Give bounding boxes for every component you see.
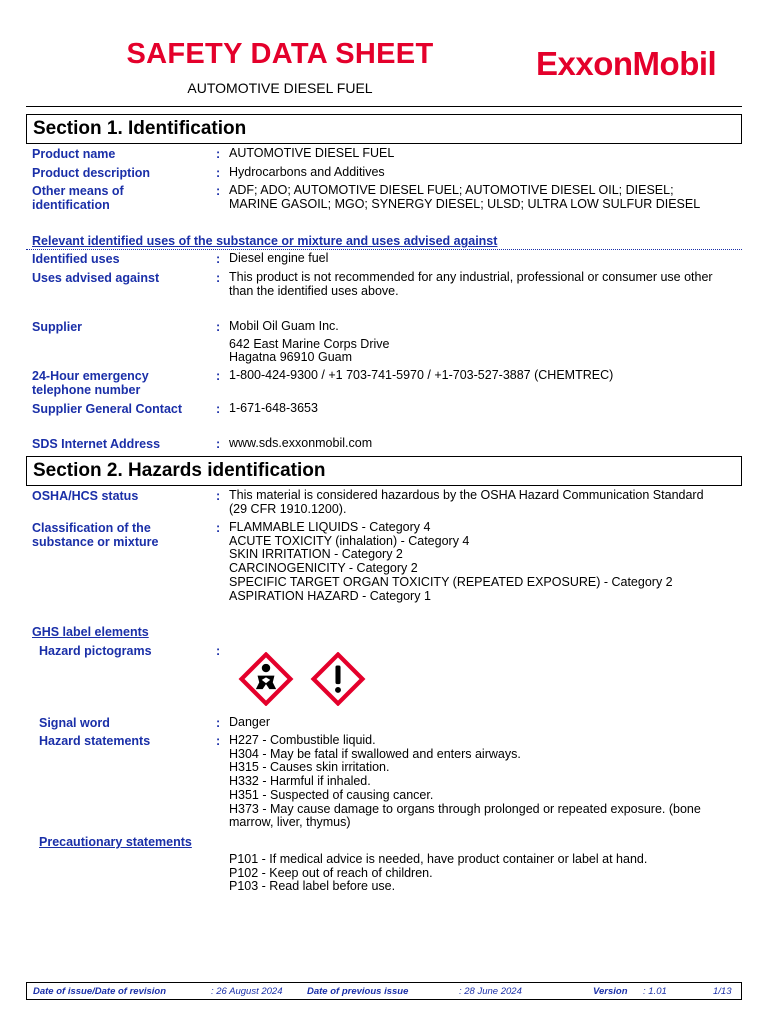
hazard-statement: H304 - May be fatal if swallowed and enters airways. — [229, 746, 521, 761]
document-title: SAFETY DATA SHEET — [126, 38, 434, 70]
osha-status-value: This material is considered hazardous by the OSHA Hazard Communication Standard (29 CFR 1910.1200). — [229, 488, 704, 516]
hazard-statements-value — [229, 734, 738, 830]
precautionary-statements-heading: Precautionary statements — [39, 835, 192, 849]
hazard-statement: H351 - Suspected of causing cancer. — [229, 787, 434, 802]
ghs-label-elements-heading: GHS label elements — [32, 625, 149, 639]
hazard-statements-label: Hazard statements — [39, 734, 151, 748]
health-hazard-icon — [234, 652, 298, 706]
product-name-label: Product name — [32, 147, 116, 161]
hazard-statement: H315 - Causes skin irritation. — [229, 760, 390, 775]
exclamation-mark-icon — [306, 652, 370, 706]
hazard-statement: H332 - Harmful if inhaled. — [229, 774, 371, 789]
supplier-value: Mobil Oil Guam Inc. 642 East Marine Corps Drive Hagatna 96910 Guam — [229, 319, 390, 365]
emergency-phone-value: 1-800-424-9300 / +1 703-741-5970 / +1-703-527-3887 (CHEMTREC) — [229, 368, 614, 382]
previous-issue-label: Date of previous issue — [307, 986, 409, 997]
signal-word-label: Signal word — [39, 716, 110, 730]
general-contact-label: Supplier General Contact — [32, 402, 183, 416]
emergency-phone-label: 24-Hour emergency telephone number — [32, 369, 149, 397]
hazard-statement: H227 - Combustible liquid. — [229, 733, 376, 747]
internet-address-value: www.sds.exxonmobil.com — [229, 436, 373, 450]
document-product-name: AUTOMOTIVE DIESEL FUEL — [187, 80, 373, 96]
precautionary-statement: P102 - Keep out of reach of children. — [229, 865, 433, 880]
header-divider — [26, 106, 742, 107]
hazard-statement: H373 - May cause damage to organs through prolonged or repeated exposure. (bone — [229, 801, 701, 816]
classification-item: ACUTE TOXICITY (inhalation) - Category 4 — [229, 533, 470, 548]
issue-date-label: Date of issue/Date of revision — [33, 986, 167, 997]
other-means-label: Other means of identification — [32, 184, 124, 212]
version-value: : 1.01 — [643, 986, 667, 997]
hazard-pictograms-label: Hazard pictograms — [39, 644, 152, 658]
uses-advised-value: This product is not recommended for any industrial, professional or consumer use other than the identified uses above. — [229, 270, 713, 298]
product-name-value: AUTOMOTIVE DIESEL FUEL — [229, 146, 395, 160]
relevant-uses-heading: Relevant identified uses of the substance or mixture and uses advised against — [32, 234, 498, 248]
precautionary-statement: P101 - If medical advice is needed, have product container or label at hand. — [229, 852, 648, 866]
hazard-statement: marrow, liver, thymus) — [229, 815, 351, 830]
classification-label: Classification of the substance or mixture — [32, 521, 159, 549]
identified-uses-value: Diesel engine fuel — [229, 251, 329, 265]
page-footer — [26, 982, 742, 1000]
product-description-value: Hydrocarbons and Additives — [229, 165, 385, 179]
issue-date-value: : 26 August 2024 — [211, 986, 283, 997]
identified-uses-label: Identified uses — [32, 252, 120, 266]
classification-item: CARCINOGENICITY - Category 2 — [229, 561, 418, 576]
other-means-value: ADF; ADO; AUTOMOTIVE DIESEL FUEL; AUTOMOTIVE DIESEL OIL; DIESEL; MARINE GASOIL; MGO; SYNERGY DIESEL; ULSD; ULTRA LOW SULFUR DIESEL — [229, 183, 701, 211]
classification-item: SKIN IRRITATION - Category 2 — [229, 547, 403, 562]
dotted-divider — [26, 249, 742, 250]
signal-word-value: Danger — [229, 715, 270, 729]
classification-item: ASPIRATION HAZARD - Category 1 — [229, 588, 431, 603]
classification-value — [229, 521, 738, 603]
previous-issue-value: : 28 June 2024 — [459, 986, 522, 997]
precautionary-statement: P103 - Read label before use. — [229, 879, 396, 894]
precautionary-statements-value — [229, 853, 738, 894]
uses-advised-label: Uses advised against — [32, 271, 160, 285]
section-2-header: Section 2. Hazards identification — [26, 456, 742, 486]
page-number: 1/13 — [713, 986, 732, 997]
general-contact-value: 1-671-648-3653 — [229, 401, 318, 415]
internet-address-label: SDS Internet Address — [32, 437, 161, 451]
section-1-header: Section 1. Identification — [26, 114, 742, 144]
supplier-label: Supplier — [32, 320, 83, 334]
classification-item: FLAMMABLE LIQUIDS - Category 4 — [229, 520, 431, 534]
exxonmobil-logo: ExxonMobil — [536, 45, 717, 82]
version-label: Version — [593, 986, 628, 997]
product-description-label: Product description — [32, 166, 151, 180]
osha-status-label: OSHA/HCS status — [32, 489, 139, 503]
classification-item: SPECIFIC TARGET ORGAN TOXICITY (REPEATED EXPOSURE) - Category 2 — [229, 574, 673, 589]
